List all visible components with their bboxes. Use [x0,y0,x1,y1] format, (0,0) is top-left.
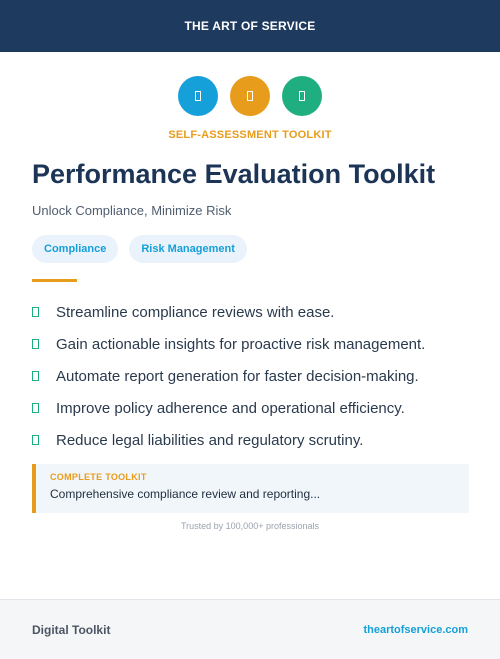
header-bar [0,0,500,52]
list-item [32,328,472,360]
list-item [32,424,472,456]
accent-divider [32,279,77,282]
toolkit-callout [32,464,469,513]
callout-text: Comprehensive compliance review and reporting... [50,487,321,501]
orange-circle-icon [230,76,270,116]
page-title: Performance Evaluation Toolkit [32,159,436,189]
website-link[interactable]: theartofservice.com [363,623,468,636]
list-item [32,360,472,392]
check-icon [32,339,39,349]
benefit-list [32,296,472,456]
tag-list [32,235,247,263]
icon-row [0,76,500,116]
tag-risk-management: Risk Management [129,235,247,263]
eyebrow-label: SELF-ASSESSMENT TOOLKIT [168,129,332,141]
check-icon [32,307,39,317]
placeholder-glyph-icon [299,91,305,101]
page-subtitle: Unlock Compliance, Minimize Risk [32,203,232,218]
list-item [32,392,472,424]
tag-compliance: Compliance [32,235,118,263]
benefit-text: Gain actionable insights for proactive risk management. [56,335,426,353]
benefit-text: Streamline compliance reviews with ease. [56,303,335,321]
trust-note: Trusted by 100,000+ professionals [180,521,319,531]
check-icon [32,403,39,413]
placeholder-glyph-icon [195,91,201,101]
blue-circle-icon [178,76,218,116]
check-icon [32,435,39,445]
callout-label: COMPLETE TOOLKIT [50,472,147,482]
footer-label: Digital Toolkit [32,622,111,637]
check-icon [32,371,39,381]
benefit-text: Automate report generation for faster decision-making. [56,367,419,385]
benefit-text: Improve policy adherence and operational efficiency. [56,399,405,417]
list-item [32,296,472,328]
benefit-text: Reduce legal liabilities and regulatory scrutiny. [56,431,364,449]
brand-name: THE ART OF SERVICE [184,19,316,33]
placeholder-glyph-icon [247,91,253,101]
footer-bar [0,599,500,659]
green-circle-icon [282,76,322,116]
